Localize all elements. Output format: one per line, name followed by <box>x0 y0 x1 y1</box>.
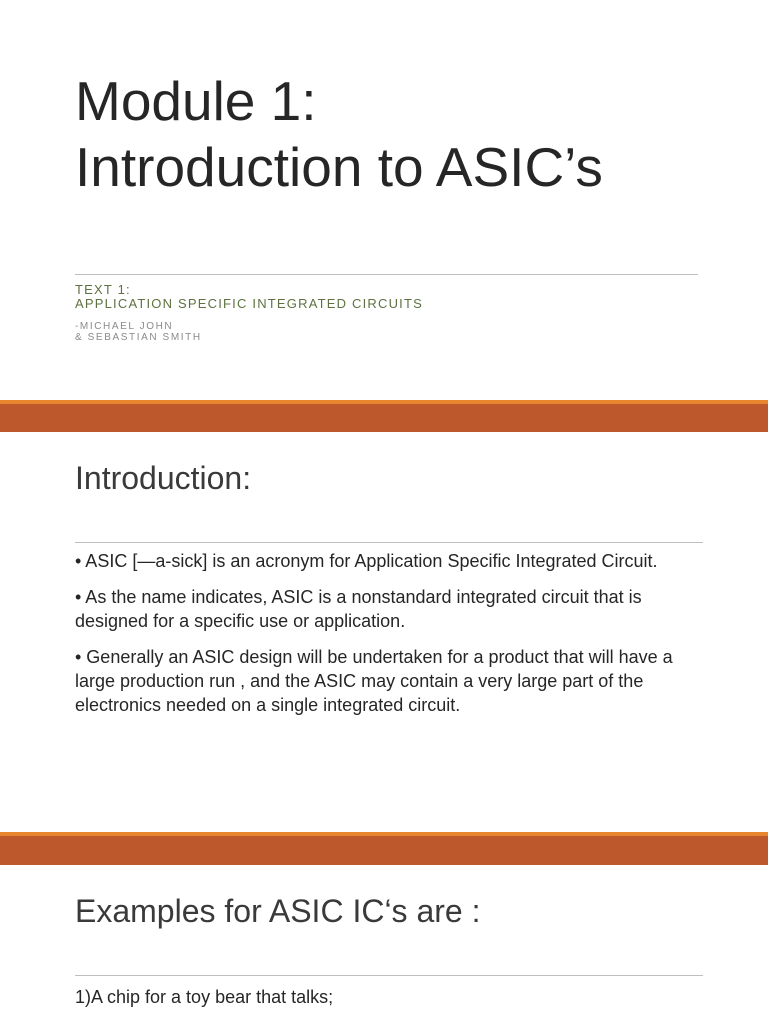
heading-divider <box>75 542 703 543</box>
introduction-heading: Introduction: <box>75 460 252 496</box>
introduction-slide <box>0 432 768 832</box>
example-item: 1)A chip for a toy bear that talks; <box>75 987 334 1007</box>
subtitle-line-1: TEXT 1: <box>75 282 131 297</box>
author-line-2: & SEBASTIAN SMITH <box>75 332 202 343</box>
slide-authors <box>75 321 715 343</box>
author-line-1: -MICHAEL JOHN <box>75 321 174 332</box>
examples-heading: Examples for ASIC IC‘s are : <box>75 893 481 929</box>
examples-slide <box>0 865 768 1024</box>
bullet-item: • As the name indicates, ASIC is a nonstandard integrated circuit that is designed for a specific use or application. <box>75 587 642 631</box>
title-divider <box>75 274 698 275</box>
introduction-bullet-list <box>75 549 705 729</box>
title-line-1: Module 1: <box>75 70 317 132</box>
bullet-item: • ASIC [—a-sick] is an acronym for Application Specific Integrated Circuit. <box>75 551 658 571</box>
slide-separator-band <box>0 400 768 432</box>
slide-subtitle <box>75 283 715 311</box>
separator-accent-stripe <box>0 832 768 836</box>
title-line-2: Introduction to ASIC’s <box>75 136 603 198</box>
slide-separator-band <box>0 832 768 865</box>
separator-accent-stripe <box>0 400 768 404</box>
title-slide <box>0 0 768 400</box>
subtitle-line-2: APPLICATION SPECIFIC INTEGRATED CIRCUITS <box>75 296 423 311</box>
slide-title <box>75 68 715 200</box>
bullet-item: • Generally an ASIC design will be undertaken for a product that will have a large production run , and the ASIC may contain a very large part of the electronics needed on a single integrated circuit. <box>75 647 673 715</box>
heading-divider <box>75 975 703 976</box>
